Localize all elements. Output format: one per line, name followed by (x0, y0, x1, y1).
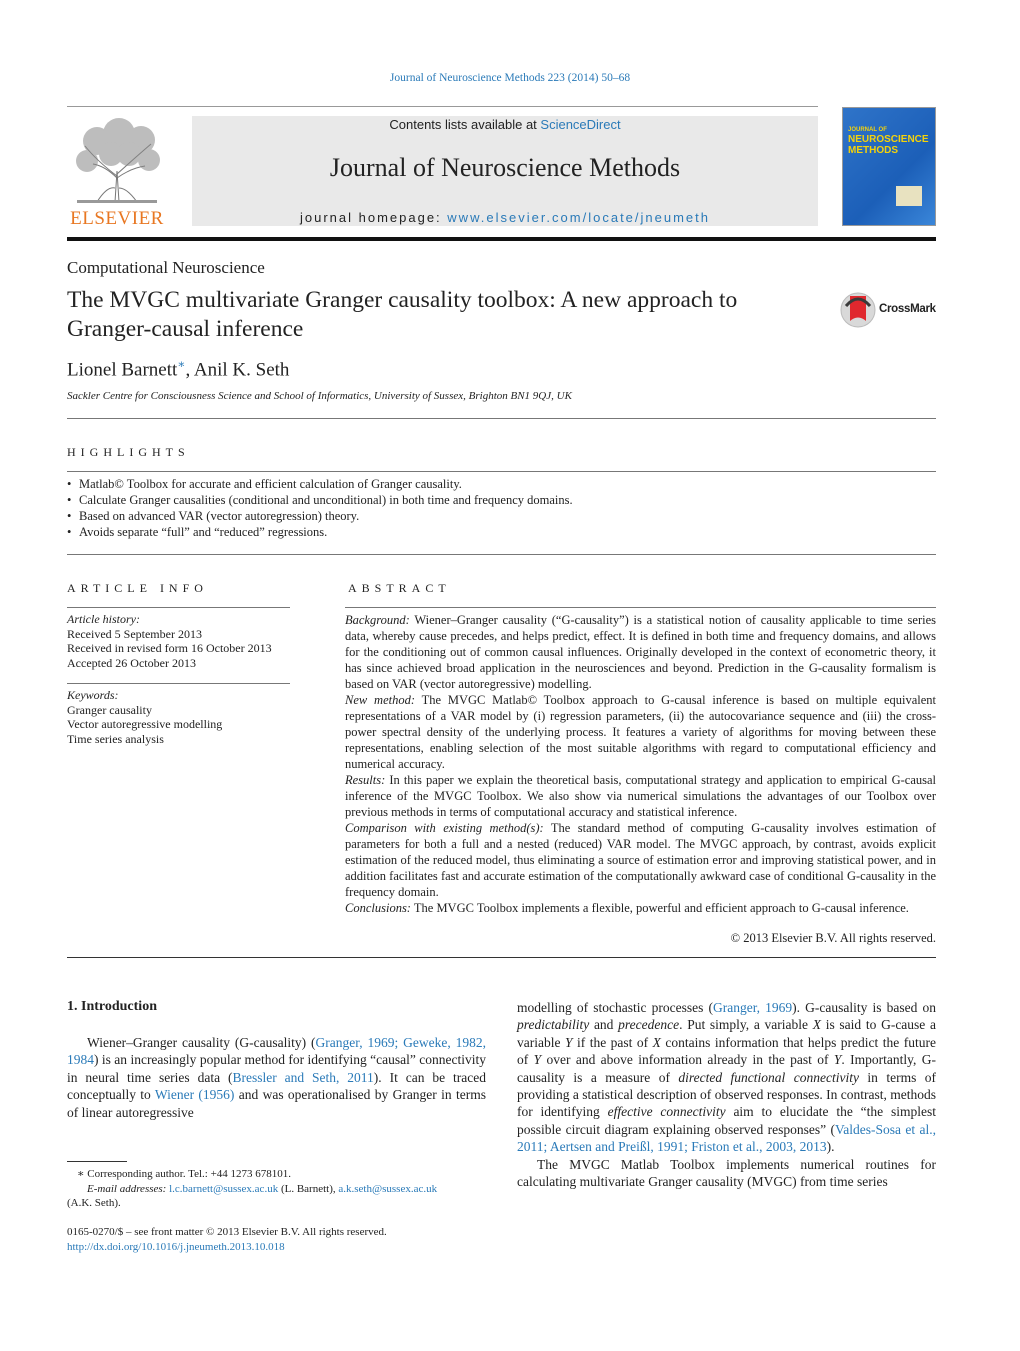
intro-text: . Importantly, G-causality is a measure of (517, 1052, 936, 1085)
elsevier-wordmark: ELSEVIER (70, 208, 164, 229)
email-label: E-mail addresses: (87, 1182, 167, 1195)
citation-link[interactable]: Granger, 1969; Geweke, 1982, 1984 (67, 1035, 486, 1068)
abstract-label: Background: (345, 613, 410, 627)
crossmark-label[interactable]: CrossMark (879, 303, 936, 315)
sciencedirect-link[interactable]: ScienceDirect (540, 117, 621, 132)
journal-citation[interactable]: Journal of Neuroscience Methods 223 (2014) 50–68 (389, 72, 631, 84)
citation-link[interactable]: Valdes-Sosa et al., 2011; Aertsen and Preißl, 1991; Friston et al., 2003, 2013 (517, 1121, 936, 1155)
abstract-heading: ABSTRACT (348, 581, 451, 595)
intro-text: contains information that helps predict the future of (517, 1034, 936, 1068)
corresponding-text: Corresponding author. Tel.: +44 1273 678101. (84, 1168, 292, 1180)
abstract-comparison (345, 820, 936, 900)
abstract-background (345, 612, 936, 692)
email-footnote (67, 1182, 497, 1197)
intro-text: and was operationalised by Granger in terms of linear autoregressive (67, 1087, 486, 1120)
author-separator: , (185, 359, 194, 381)
citation-link[interactable]: Bressler and Seth, 2011 (232, 1069, 374, 1085)
intro-text: Wiener–Granger causality (G-causality) ( (87, 1035, 316, 1050)
article-info-heading: ARTICLE INFO (67, 581, 208, 595)
intro-text: modelling of stochastic processes ( (517, 1000, 713, 1015)
intro-emphasis: Y (833, 1052, 842, 1068)
title-line-1: The MVGC multivariate Granger causality toolbox: A new approach to (67, 287, 738, 313)
intro-right-column (517, 999, 936, 1190)
revised-date: Received in revised form 16 October 2013 (67, 641, 272, 655)
abstract-rule (345, 607, 936, 608)
author-1: Lionel Barnett (67, 359, 178, 381)
intro-emphasis: directed functional connectivity (678, 1069, 859, 1085)
keywords-rule (67, 683, 290, 684)
highlights-list (67, 476, 936, 540)
intro-text: and (589, 1017, 619, 1033)
journal-title: Journal of Neuroscience Methods (329, 153, 681, 182)
intro-paragraph: The MVGC Matlab Toolbox implements numerical routines for calculating multivariate Granger causality (MVGC) from time series (517, 1156, 936, 1190)
article-history (67, 612, 290, 670)
highlight-item: • Avoids separate “full” and “reduced” regressions. (67, 524, 936, 540)
article-section: Computational Neuroscience (67, 258, 265, 277)
intro-emphasis: Y (564, 1034, 573, 1050)
cover-label-box (896, 186, 922, 206)
accepted-date: Accepted 26 October 2013 (67, 655, 196, 670)
highlight-item: • Calculate Granger causalities (conditional and unconditional) in both time and frequency domains. (67, 492, 936, 508)
issn-line: 0165-0270/$ – see front matter © 2013 Elsevier B.V. All rights reserved. (67, 1226, 387, 1238)
abstract-label: Conclusions: (345, 901, 411, 915)
journal-homepage (192, 210, 818, 225)
abstract-copyright: © 2013 Elsevier B.V. All rights reserved. (730, 931, 936, 945)
corresponding-footnote (67, 1167, 497, 1182)
highlights-heading: HIGHLIGHTS (67, 445, 190, 459)
abstract-conclusions (345, 900, 936, 916)
intro-text: ). (826, 1139, 835, 1155)
intro-text: ). It can be traced conceptually to (67, 1069, 486, 1103)
footnotes (67, 1167, 497, 1211)
corresponding-mark: ∗ (77, 1168, 85, 1180)
abstract-text: In this paper we explain the theoretical basis, computational strategy and application to empirical G-causal inference of the MVGC Toolbox. We also show via numerical simulations the advantages of our Toolbox over previous methods in terms of computational accuracy and statistical inference. (345, 773, 936, 819)
cover-line-2: NEUROSCIENCE (848, 134, 929, 145)
paper-title (67, 286, 827, 344)
abstract-method (345, 692, 936, 772)
intro-text: ). G-causality is based on (792, 1000, 936, 1015)
intro-emphasis: X (812, 1017, 821, 1033)
highlight-item: • Matlab© Toolbox for accurate and efficient calculation of Granger causality. (67, 476, 936, 492)
intro-text: ) is an increasingly popular method for identifying “causal” connectivity in neural time series data ( (67, 1052, 486, 1085)
abstract-bottom-rule (67, 957, 936, 958)
email-link[interactable]: l.c.barnett@sussex.ac.uk (169, 1182, 279, 1195)
intro-emphasis: predictability (517, 1017, 590, 1033)
intro-emphasis: X (652, 1034, 661, 1050)
intro-text: if the past of (572, 1034, 653, 1050)
history-label: Article history: (67, 612, 140, 626)
intro-left-column (67, 1034, 486, 1121)
masthead-rule (67, 237, 936, 241)
abstract-results (345, 772, 936, 820)
highlights-rule-top (67, 471, 936, 472)
intro-paragraph (517, 999, 936, 1156)
abstract-text: The MVGC Toolbox implements a flexible, powerful and efficient approach to G-causal inference. (410, 901, 909, 915)
intro-paragraph (67, 1034, 486, 1121)
abstract-body (345, 612, 936, 916)
header-top-rule (67, 106, 818, 107)
doi-link[interactable]: http://dx.doi.org/10.1016/j.jneumeth.2013.10.018 (67, 1240, 285, 1253)
citation-link[interactable]: Wiener (1956) (154, 1087, 235, 1103)
author-list (67, 357, 289, 381)
intro-text: is said to G-cause a variable (517, 1017, 936, 1050)
affiliation: Sackler Centre for Consciousness Science and School of Informatics, University of Sussex, Brighton BN1 9QJ, UK (67, 390, 572, 402)
author-2: Anil K. Seth (193, 359, 290, 381)
email-owner: (L. Barnett), (278, 1182, 339, 1195)
intro-text: over and above information already in the past of (541, 1052, 834, 1068)
intro-text: . Put simply, a variable (679, 1017, 813, 1033)
received-date: Received 5 September 2013 (67, 626, 202, 641)
abstract-text: The standard method of computing G-causality involves estimation of parameters for both a full and a nested (reduced) VAR model. The MVGC approach, by contrast, avoids explicit estimation of the reduced model, thus eliminating a source of estimation error and improving statistical power, and in addition facilitates fast and accurate estimation of the computationally awkward case of conditional G-causality in the frequency domain. (345, 821, 936, 899)
homepage-prefix: journal homepage: (299, 210, 448, 225)
corresponding-mark[interactable]: ∗ (177, 357, 186, 371)
title-line-2: Granger-causal inference (67, 316, 304, 342)
abstract-label: Comparison with existing method(s): (345, 821, 544, 835)
highlights-rule-bottom (67, 554, 936, 555)
abstract-text: Wiener–Granger causality (“G-causality”) is a statistical notion of causality applicable to time series data, whereby cause precedes, and helps predict, effect. It is defined in both time and frequency domains, and allows for the conditioning out of common causal influences. Originally developed in the context of econometric theory, it has since achieved broad application in the neurosciences and beyond. Prediction in the G-causality formalism is based on VAR (vector autoregressive) modelling. (345, 613, 936, 691)
contents-prefix: Contents lists available at (389, 117, 541, 132)
affiliation-rule (67, 418, 936, 419)
keyword: Granger causality (67, 702, 152, 717)
cover-line-1: JOURNAL OF (848, 127, 887, 133)
homepage-link[interactable]: www.elsevier.com/locate/jneumeth (447, 210, 710, 225)
intro-emphasis: effective connectivity (607, 1104, 726, 1120)
keywords-block (67, 688, 290, 746)
abstract-text: The MVGC Matlab© Toolbox approach to G-causal inference is based on multiple equivalent representations of a VAR model by (i) regression parameters, (ii) the autocovariance sequence and (iii) the cross-power spectral density of the underlying process. It features a variety of algorithms for moving between these representations, enabling selection of the most suitable algorithms with regard to computational efficiency and numerical accuracy. (345, 693, 937, 771)
journal-cover[interactable] (842, 107, 936, 226)
keyword: Vector autoregressive modelling (67, 717, 223, 731)
email-link[interactable]: a.k.seth@sussex.ac.uk (338, 1182, 438, 1195)
cover-line-3: METHODS (848, 145, 898, 156)
highlight-item: • Based on advanced VAR (vector autoregression) theory. (67, 508, 936, 524)
keyword: Time series analysis (67, 731, 164, 746)
issn-block (67, 1225, 497, 1254)
email-owner: (A.K. Seth). (67, 1197, 121, 1209)
contents-line (192, 117, 818, 132)
introduction-heading: 1. Introduction (67, 999, 157, 1014)
intro-text: in terms of providing a statistical description of observed responses. In contrast, methods for identifying (517, 1069, 937, 1120)
abstract-label: Results: (345, 773, 386, 787)
intro-emphasis: precedence (618, 1017, 680, 1033)
intro-emphasis: Y (533, 1052, 542, 1068)
footnote-rule (67, 1161, 127, 1162)
abstract-label: New method: (345, 693, 416, 707)
intro-text: aim to elucidate the “the simplest possible circuit diagram explaining observed responses” ( (517, 1104, 936, 1137)
cover-title (848, 126, 932, 156)
article-info-rule (67, 607, 290, 608)
citation-link[interactable]: Granger, 1969 (712, 1000, 793, 1015)
keywords-label: Keywords: (67, 688, 119, 702)
